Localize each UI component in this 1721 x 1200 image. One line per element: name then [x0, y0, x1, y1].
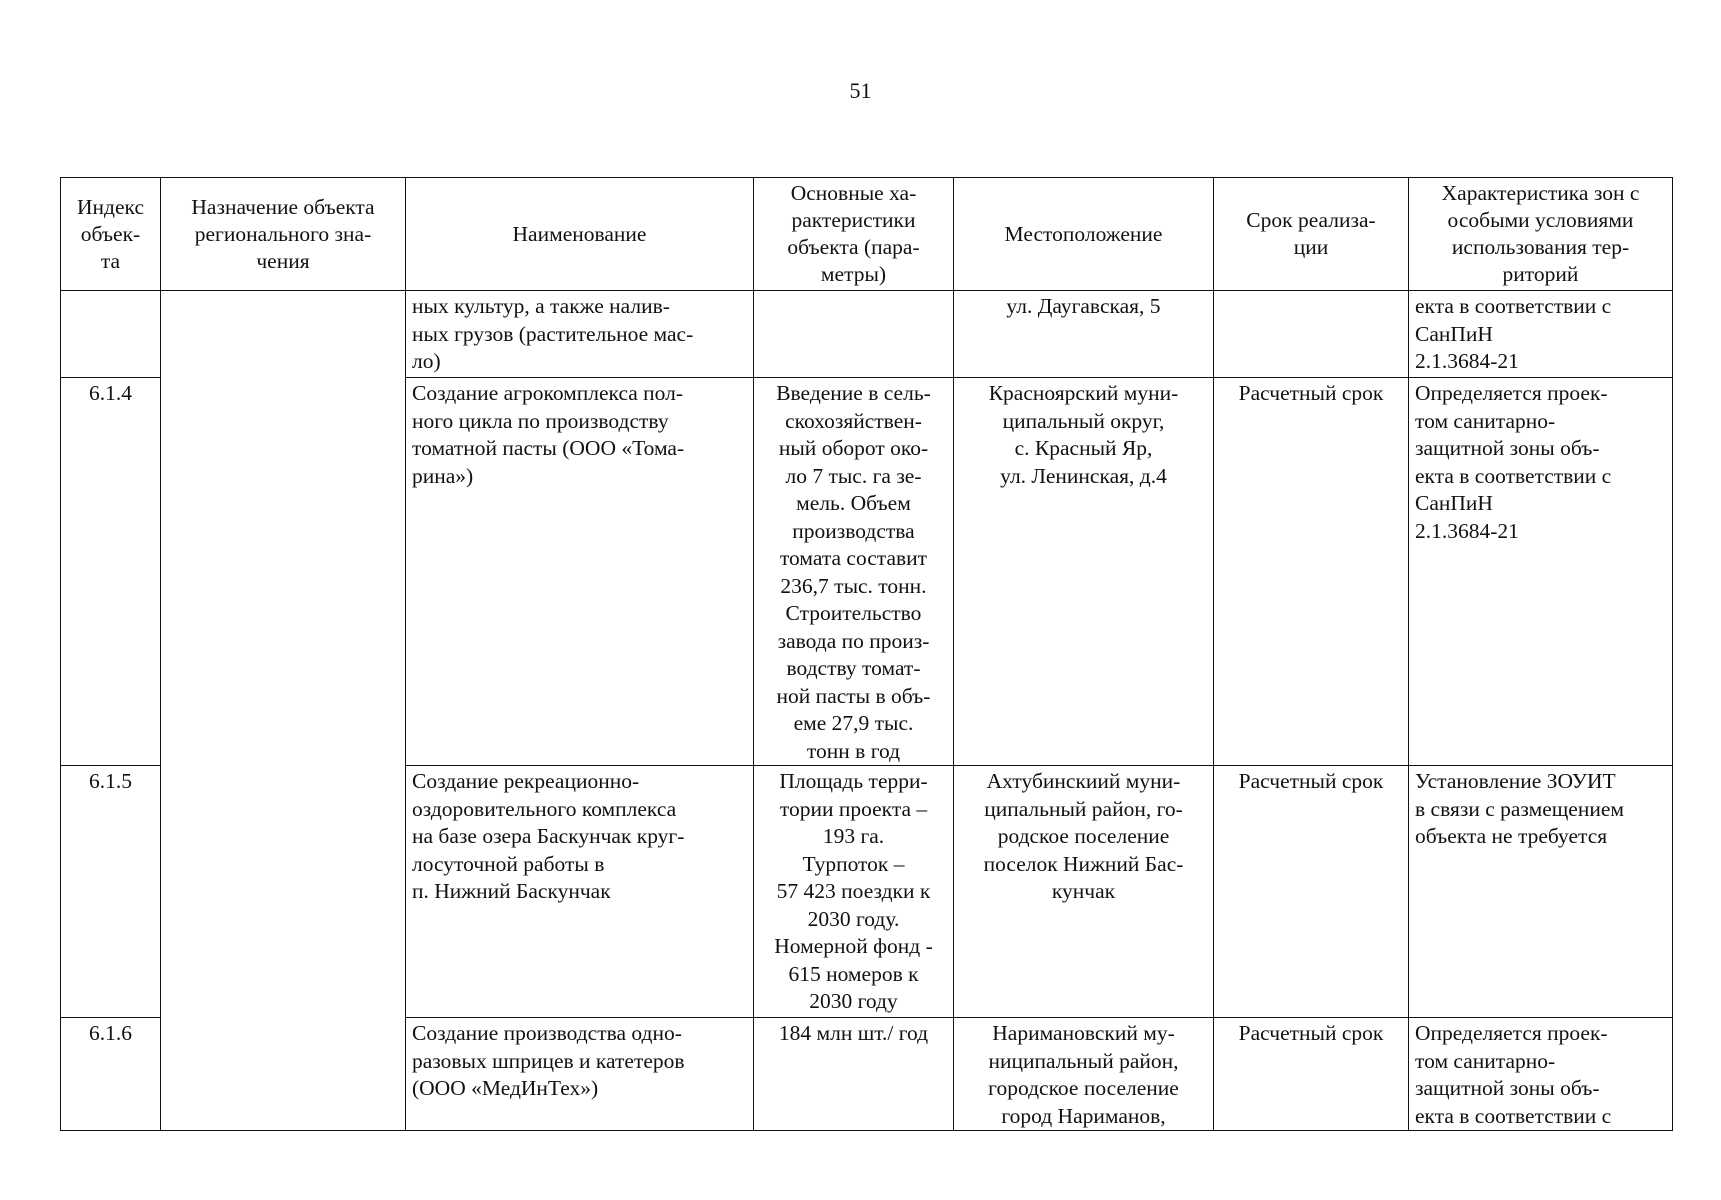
cell-zones: екта в соответствии с СанПиН 2.1.3684-21: [1409, 291, 1673, 378]
cell-zones: Определяется проек- том санитарно- защитной зоны объ- екта в соответствии с: [1409, 1018, 1673, 1131]
header-zones: Характеристика зон с особыми условиями использования тер- риторий: [1409, 178, 1673, 291]
cell-index: 6.1.4: [61, 378, 161, 766]
header-index: Индекс объек- та: [61, 178, 161, 291]
cell-index: 6.1.6: [61, 1018, 161, 1131]
cell-params: [754, 291, 954, 378]
cell-index: [61, 291, 161, 378]
header-term: Срок реализа- ции: [1214, 178, 1409, 291]
page-number: 51: [849, 78, 872, 103]
cell-params: Площадь терри- тории проекта – 193 га. Турпоток – 57 423 поездки к 2030 году. Номерной фонд - 615 номеров к 2030 году: [754, 766, 954, 1018]
cell-name: Создание рекреационно- оздоровительного комплекса на базе озера Баскунчак круг- лосуточной работы в п. Нижний Баскунчак: [406, 766, 754, 1018]
cell-location: Красноярский муни- ципальный округ, с. Красный Яр, ул. Ленинская, д.4: [954, 378, 1214, 766]
cell-params: Введение в сель- скохозяйствен- ный оборот око- ло 7 тыс. га зе- мель. Объем производства томата составит 236,7 тыс. тонн. Строительство завода по произ- водству томат- ной пасты в объ- еме 27,9 тыс. тонн в год: [754, 378, 954, 766]
cell-location: Ахтубинскиий муни- ципальный район, го- родское поселение поселок Нижний Бас- кунчак: [954, 766, 1214, 1018]
cell-zones: Установление ЗОУИТ в связи с размещением объекта не требуется: [1409, 766, 1673, 1018]
cell-location: ул. Даугавская, 5: [954, 291, 1214, 378]
cell-location: Наримановский му- ниципальный район, городское поселение город Нариманов,: [954, 1018, 1214, 1131]
cell-term: Расчетный срок: [1214, 378, 1409, 766]
cell-term: Расчетный срок: [1214, 766, 1409, 1018]
cell-name: Создание агрокомплекса пол- ного цикла по производству томатной пасты (ООО «Тома- рина»): [406, 378, 754, 766]
cell-params: 184 млн шт./ год: [754, 1018, 954, 1131]
header-location: Местоположение: [954, 178, 1214, 291]
cell-index: 6.1.5: [61, 766, 161, 1018]
table-header-row: [61, 178, 1673, 291]
cell-name: ных культур, а также налив- ных грузов (растительное мас- ло): [406, 291, 754, 378]
header-purpose: Назначение объекта регионального зна- чения: [161, 178, 406, 291]
header-name: Наименование: [406, 178, 754, 291]
cell-zones: Определяется проек- том санитарно- защитной зоны объ- екта в соответствии с СанПиН 2.1.3684-21: [1409, 378, 1673, 766]
table-row: [61, 291, 1673, 378]
header-params: Основные ха- рактеристики объекта (пара- метры): [754, 178, 954, 291]
cell-name: Создание производства одно- разовых шприцев и катетеров (ООО «МедИнТех»): [406, 1018, 754, 1131]
cell-term: [1214, 291, 1409, 378]
objects-table: [60, 177, 1673, 1131]
cell-term: Расчетный срок: [1214, 1018, 1409, 1131]
cell-purpose: [161, 291, 406, 1131]
